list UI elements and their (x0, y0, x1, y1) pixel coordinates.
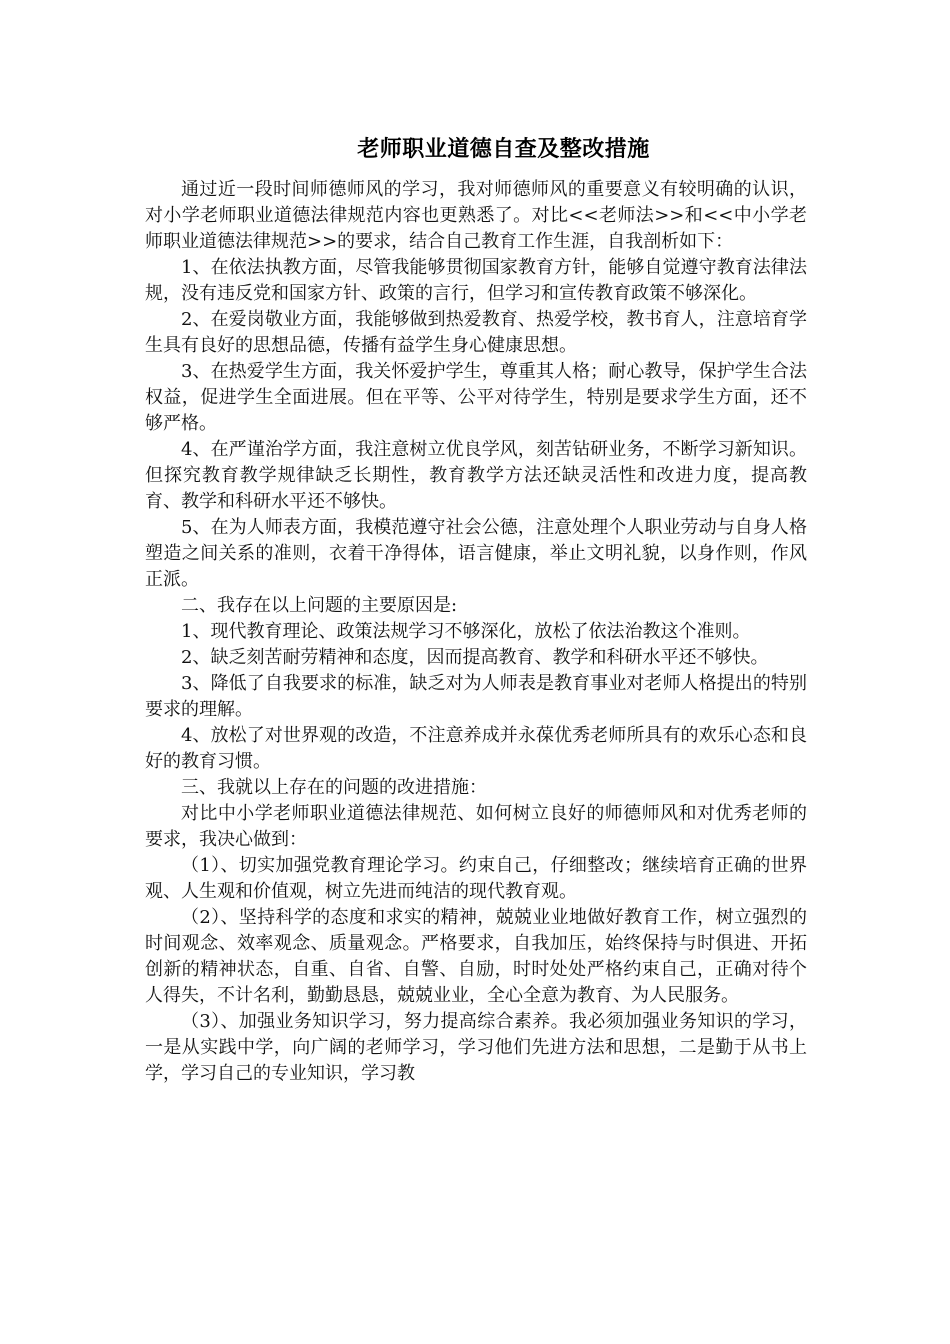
paragraph-intro: 通过近一段时间师德师风的学习，我对师德师风的重要意义有较明确的认识，对小学老师职业道德法律规范内容也更熟悉了。对比<<老师法>>和<<中小学老师职业道德法律规范>>的要求，结合自己教育工作生涯，自我剖析如下： (145, 179, 807, 252)
paragraph-measure-3: （3）、加强业务知识学习，努力提高综合素养。我必须加强业务知识的学习，一是从实践中学，向广阔的老师学习，学习他们先进方法和思想，二是勤于从书上学，学习自己的专业知识，学习教 (145, 1011, 807, 1084)
document-body (145, 133, 807, 1087)
paragraph-cause-2: 2、缺乏刻苦耐劳精神和态度，因而提高教育、教学和科研水平还不够快。 (181, 647, 769, 668)
section-heading-causes: 二、我存在以上问题的主要原因是: (181, 595, 458, 616)
paragraph-item-4: 4、在严谨治学方面，我注意树立优良学风，刻苦钻研业务，不断学习新知识。但探究教育教学规律缺乏长期性，教育教学方法还缺灵活性和改进力度，提高教育、教学和科研水平还不够快。 (145, 439, 807, 512)
section-heading-measures: 三、我就以上存在的问题的改进措施： (181, 777, 487, 798)
paragraph-item-1: 1、在依法执教方面，尽管我能够贯彻国家教育方针，能够自觉遵守教育法律法规，没有违反党和国家方针、政策的言行，但学习和宣传教育政策不够深化。 (145, 257, 807, 304)
paragraph-item-3: 3、在热爱学生方面，我关怀爱护学生，尊重其人格；耐心教导，保护学生合法权益，促进学生全面进展。但在平等、公平对待学生，特别是要求学生方面，还不够严格。 (145, 361, 807, 434)
paragraph-measures-intro: 对比中小学老师职业道德法律规范、如何树立良好的师德师风和对优秀老师的要求，我决心做到： (145, 803, 807, 850)
document-title: 老师职业道德自查及整改措施 (357, 137, 650, 162)
paragraph-measure-2: （2）、坚持科学的态度和求实的精神，兢兢业业地做好教育工作，树立强烈的时间观念、效率观念、质量观念。严格要求，自我加压，始终保持与时俱进、开拓创新的精神状态，自重、自省、自警、自励，时时处处严格约束自己，正确对待个人得失，不计名利，勤勤恳恳，兢兢业业，全心全意为教育、为人民服务。 (145, 907, 807, 1006)
paragraph-cause-4: 4、放松了对世界观的改造，不注意养成并永葆优秀老师所具有的欢乐心态和良好的教育习惯。 (145, 725, 807, 772)
paragraph-measure-1: （1）、切实加强党教育理论学习。约束自己，仔细整改；继续培育正确的世界观、人生观和价值观，树立先进而纯洁的现代教育观。 (145, 855, 807, 902)
paragraph-cause-1: 1、现代教育理论、政策法规学习不够深化，放松了依法治教这个准则。 (181, 621, 751, 642)
paragraph-item-2: 2、在爱岗敬业方面，我能够做到热爱教育、热爱学校，教书育人，注意培育学生具有良好的思想品德，传播有益学生身心健康思想。 (145, 309, 807, 356)
paragraph-cause-3: 3、降低了自我要求的标准，缺乏对为人师表是教育事业对老师人格提出的特别要求的理解。 (145, 673, 807, 720)
paragraph-item-5: 5、在为人师表方面，我模范遵守社会公德，注意处理个人职业劳动与自身人格塑造之间关系的准则，衣着干净得体，语言健康，举止文明礼貌，以身作则，作风正派。 (145, 517, 807, 590)
